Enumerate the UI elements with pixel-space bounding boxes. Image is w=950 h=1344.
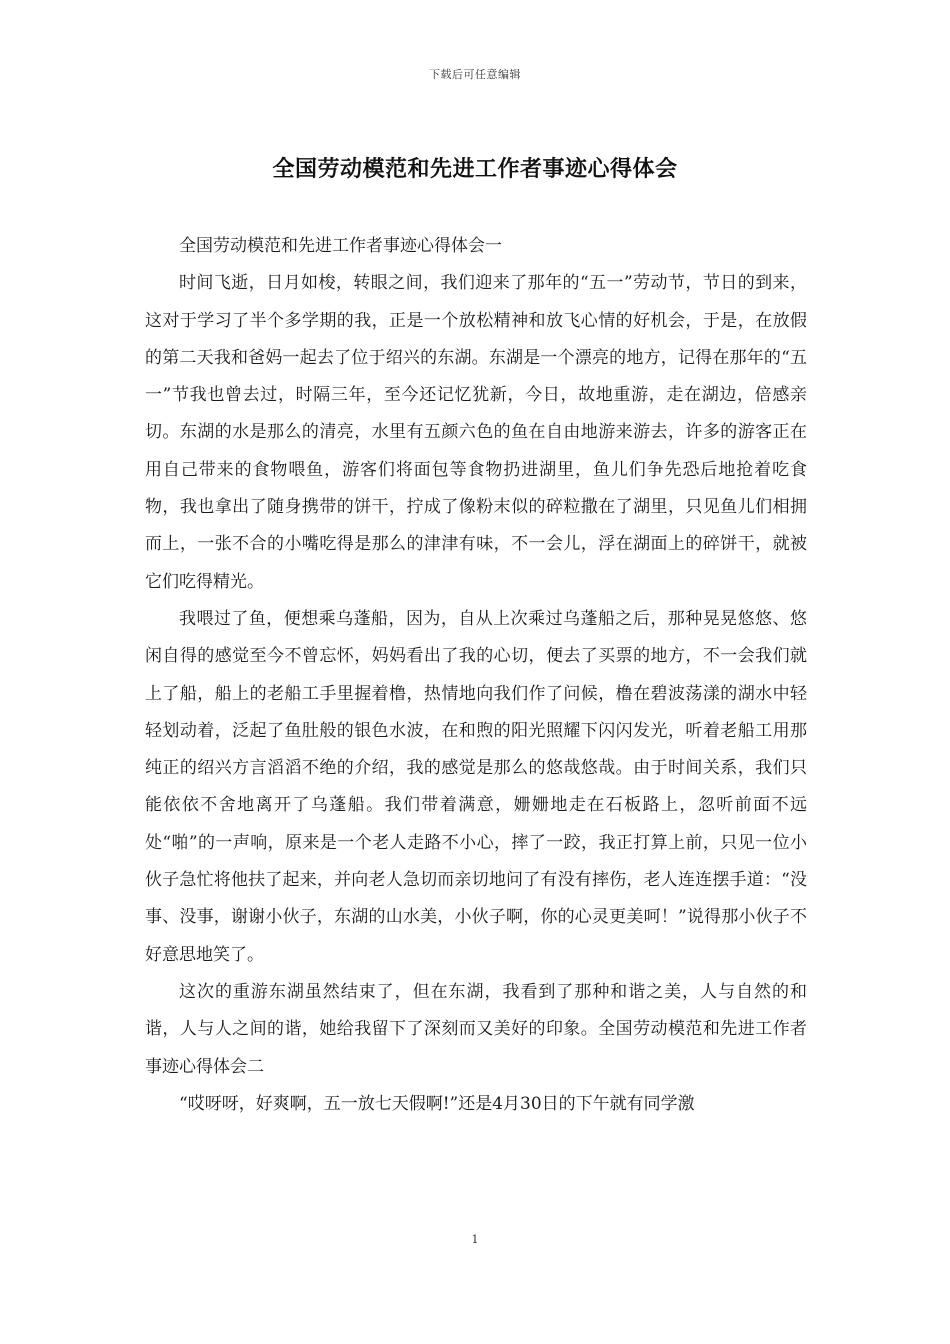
section-heading: 全国劳动模范和先进工作者事迹心得体会一 [179, 236, 502, 256]
header-note: 下载后可任意编辑 [429, 68, 521, 81]
paragraph: 时间飞逝，日月如梭，转眼之间，我们迎来了那年的“五一”劳动节，节日的到来，这对于学习了半个多学期的我，正是一个放松精神和放飞心情的好机会，于是，在放假的第二天我和爸妈一起去了位于绍兴的东湖。东湖是一个漂亮的地方，记得在那年的“五一”节我也曾去过，时隔三年，至今还记忆犹新，今日，故地重游，走在湖边，倍感亲切。东湖的水是那么的清亮，水里有五颜六色的鱼在自由地游来游去，许多的游客正在用自己带来的食物喂鱼，游客们将面包等食物扔进湖里，鱼儿们争先恐后地抢着吃食物，我也拿出了随身携带的饼干，拧成了像粉末似的碎粒撒在了湖里，只见鱼儿们相拥而上，一张不合的小嘴吃得是那么的津津有味，不一会儿，浮在湖面上的碎饼干，就被它们吃得精光。 [145, 273, 807, 592]
page-number: 1 [471, 1233, 479, 1246]
paragraph: 这次的重游东湖虽然结束了，但在东湖，我看到了那种和谐之美，人与自然的和谐，人与人之间的谐，她给我留下了深刻而又美好的印象。全国劳动模范和先进工作者事迹心得体会二 [145, 981, 807, 1077]
document-body [145, 228, 807, 1123]
paragraph: 我喂过了鱼，便想乘乌蓬船，因为，自从上次乘过乌蓬船之后，那种晃晃悠悠、悠闲自得的感觉至今不曾忘怀，妈妈看出了我的心切，便去了买票的地方，不一会我们就上了船，船上的老船工手里握着橹，热情地向我们作了问候，橹在碧波荡漾的湖水中轻轻划动着，泛起了鱼肚般的银色水波，在和煦的阳光照耀下闪闪发光，听着老船工用那纯正的绍兴方言滔滔不绝的介绍，我的感觉是那么的悠哉悠哉。由于时间关系，我们只能依依不舍地离开了乌蓬船。我们带着满意，姗姗地走在石板路上，忽听前面不远处“啪”的一声响，原来是一个老人走路不小心，摔了一跤，我正打算上前，只见一位小伙子急忙将他扶了起来，并向老人急切而亲切地问了有没有摔伤，老人连连摆手道：“没事、没事，谢谢小伙子，东湖的山水美，小伙子啊，你的心灵更美呵！”说得那小伙子不好意思地笑了。 [145, 608, 807, 965]
paragraph: “哎呀呀，好爽啊，五一放七天假啊!”还是4月30日的下午就有同学激 [179, 1093, 695, 1114]
document-title: 全国劳动模范和先进工作者事迹心得体会 [272, 156, 678, 182]
